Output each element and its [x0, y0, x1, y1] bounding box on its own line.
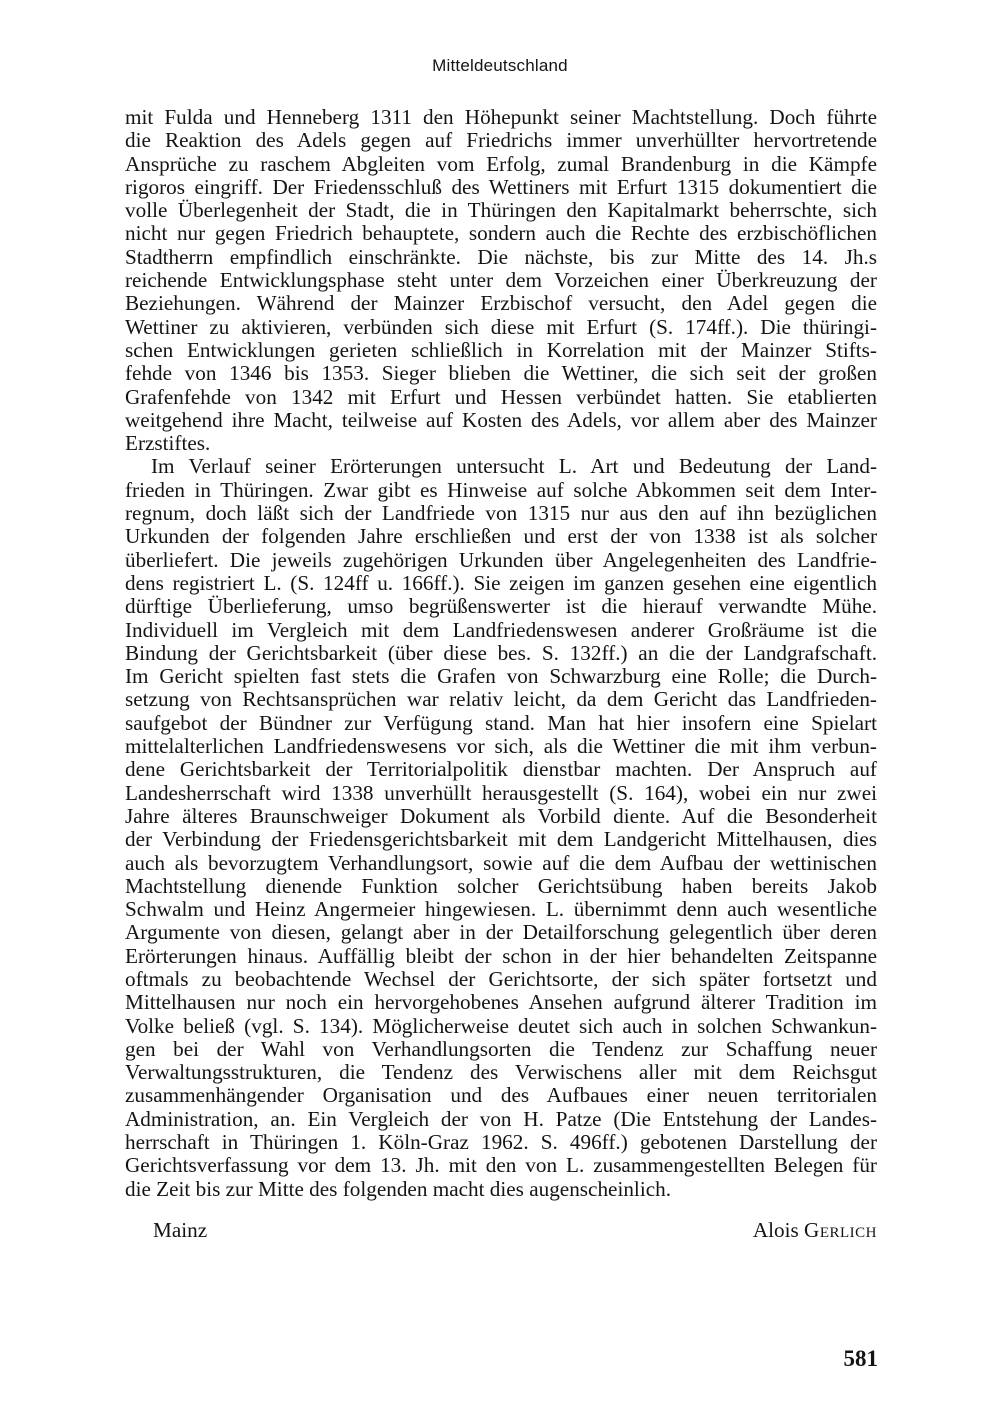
text-line: volle Überlegenheit der Stadt, die in Thüringen den Kapitalmarkt beherrschte, sich [125, 198, 877, 223]
text-line: überliefert. Die jeweils zugehörigen Urkunden über Angelegenheiten des Landfrie- [125, 547, 877, 572]
text-line: Im Gericht spielten fast stets die Grafen von Schwarzburg eine Rolle; die Durch- [125, 664, 877, 689]
text-line: auch als bevorzugtem Verhandlungsort, sowie auf die dem Aufbau der wettinischen [125, 850, 877, 875]
paragraph-2 [125, 455, 877, 1201]
text-line: regnum, doch läßt sich der Landfriede von 1315 nur aus den auf ihn bezüglichen [125, 501, 877, 526]
text-line: saufgebot der Bündner zur Verfügung stand. Man hat hier insofern eine Spielart [125, 710, 877, 735]
text-line: dene Gerichtsbarkeit der Territorialpolitik dienstbar machten. Der Anspruch auf [125, 757, 877, 782]
text-line: nicht nur gegen Friedrich behauptete, sondern auch die Rechte des erzbischöflichen [125, 221, 877, 246]
text-line: Landesherrschaft wird 1338 unverhüllt herausgestellt (S. 164), wobei ein nur zwei [125, 780, 877, 805]
text-line: Mittelhausen nur noch ein hervorgehobenes Ansehen aufgrund älterer Tradition im [125, 990, 877, 1015]
text-line: reichende Entwicklungsphase steht unter dem Vorzeichen einer Überkreuzung der [125, 268, 877, 293]
text-line: mittelalterlichen Landfriedenswesens vor sich, als die Wettiner die mit ihm verbun- [125, 734, 877, 759]
text-line: Bindung der Gerichtsbarkeit (über diese bes. S. 132ff.) an die der Landgrafschaft. [125, 640, 877, 665]
signature-place: Mainz [153, 1218, 208, 1242]
text-line: weitgehend ihre Macht, teilweise auf Kosten des Adels, vor allem aber des Mainzer [125, 407, 877, 432]
signature-author [753, 1218, 877, 1242]
page-number: 581 [843, 1346, 878, 1371]
text-line: Schwalm und Heinz Angermeier hingewiesen. L. übernimmt denn auch wesentliche [125, 897, 877, 922]
text-line: Administration, an. Ein Vergleich der von H. Patze (Die Entstehung der Landes- [125, 1106, 877, 1131]
author-first-name: Alois [752, 1218, 799, 1242]
author-last-name: Gerlich [804, 1218, 877, 1242]
text-line: die Reaktion des Adels gegen auf Friedrichs immer unverhüllter hervortretende [125, 128, 877, 153]
text-line: Gerichtsverfassung vor dem 13. Jh. mit den von L. zusammengestellten Belegen für [125, 1153, 877, 1178]
text-line: zusammenhängender Organisation und des Aufbaues einer neuen territorialen [125, 1083, 877, 1108]
text-line: mit Fulda und Henneberg 1311 den Höhepunkt seiner Machtstellung. Doch führte [125, 105, 877, 129]
text-line: Verwaltungsstrukturen, die Tendenz des Verwischens aller mit dem Reichsgut [125, 1060, 877, 1085]
text-line: dens registriert L. (S. 124ff u. 166ff.). Sie zeigen im ganzen gesehen eine eigentlich [125, 570, 877, 595]
text-line: Individuell im Vergleich mit dem Landfriedenswesen anderer Großräume ist die [125, 617, 877, 642]
review-body-text [125, 106, 877, 1201]
text-line: die Zeit bis zur Mitte des folgenden macht dies augenscheinlich. [125, 1176, 672, 1201]
text-line: Jahre älteres Braunschweiger Dokument als Vorbild diente. Auf die Besonderheit [125, 803, 877, 828]
text-line: rigoros eingriff. Der Friedensschluß des Wettiners mit Erfurt 1315 dokumentiert die [125, 174, 877, 199]
text-line: schen Entwicklungen gerieten schließlich in Korrelation mit der Mainzer Stifts- [125, 337, 877, 362]
text-line: Grafenfehde von 1342 mit Erfurt und Hessen verbündet hatten. Sie etablierten [125, 384, 877, 409]
text-line: Im Verlauf seiner Erörterungen untersucht L. Art und Bedeutung der Land- [151, 454, 877, 479]
text-line: frieden in Thüringen. Zwar gibt es Hinweise auf solche Abkommen seit dem Inter- [125, 477, 877, 502]
text-line: Stadtherrn empfindlich einschränkte. Die nächste, bis zur Mitte des 14. Jh.s [125, 244, 877, 269]
text-line: Beziehungen. Während der Mainzer Erzbischof versucht, den Adel gegen die [125, 291, 877, 316]
text-line: herrschaft in Thüringen 1. Köln-Graz 1962. S. 496ff.) gebotenen Darstellung der [125, 1130, 877, 1155]
text-line: Argumente von diesen, gelangt aber in der Detailforschung gelegentlich über deren [125, 920, 877, 945]
paragraph-1 [125, 106, 877, 455]
text-line: der Verbindung der Friedensgerichtsbarkeit mit dem Landgericht Mittelhausen, dies [125, 827, 877, 852]
text-line: Machtstellung dienende Funktion solcher Gerichtsübung haben bereits Jakob [125, 873, 877, 898]
text-line: fehde von 1346 bis 1353. Sieger blieben die Wettiner, die sich seit der großen [125, 361, 877, 386]
text-line: setzung von Rechtsansprüchen war relativ leicht, da dem Gericht das Landfrieden- [125, 687, 877, 712]
text-line: Erzstiftes. [125, 431, 211, 456]
text-line: Ansprüche zu raschem Abgleiten vom Erfolg, zumal Brandenburg in die Kämpfe [125, 151, 877, 176]
text-line: oftmals zu beobachtende Wechsel der Gerichtsorte, der sich später fortsetzt und [125, 966, 877, 991]
text-line: Wettiner zu aktivieren, verbünden sich diese mit Erfurt (S. 174ff.). Die thüringi- [125, 314, 877, 339]
text-line: gen bei der Wahl von Verhandlungsorten die Tendenz zur Schaffung neuer [125, 1036, 877, 1061]
running-head: Mitteldeutschland [432, 56, 568, 75]
text-line: Urkunden der folgenden Jahre erschließen und erst der von 1338 ist als solcher [125, 524, 877, 549]
text-line: Volke beließ (vgl. S. 134). Möglicherweise deutet sich auch in solchen Schwankun- [125, 1013, 877, 1038]
text-line: Erörterungen hinaus. Auffällig bleibt der schon in der hier behandelten Zeitspanne [125, 943, 877, 968]
text-line: dürftige Überlieferung, umso begrüßenswerter ist die hierauf verwandte Mühe. [125, 594, 877, 619]
